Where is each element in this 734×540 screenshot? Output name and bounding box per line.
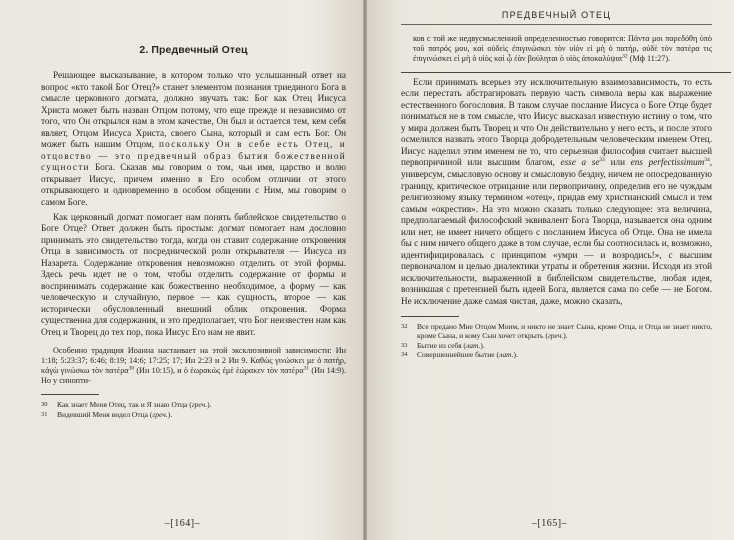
footnote-text: Как знает Меня Отец, так и Я знаю Отца (греч.).	[57, 400, 212, 410]
footnote-number: 33	[401, 341, 408, 349]
left-paragraph-2	[41, 212, 346, 339]
footnote-30	[41, 400, 346, 410]
right-page	[365, 0, 734, 540]
note-text: (Ин 10:15), и ὁ ἑωρακὼς ἐμὲ ἑώρακεν τὸν πατέρα	[134, 365, 304, 375]
paragraph-run-italic: ens perfectissimum	[630, 157, 705, 168]
paragraph-run: Как церковный догмат помогает нам понять библейское свидетельство о Боге Отце? Ответ должен быть простым: догмат помогает нам дословно принимать это свидетельство тогда, когда он ставит содержание откровения Отца в зависимость от посреднической роли открывателя — Иисуса из Назарета. Содержание откровения невозможно отделить от этой формы. Здесь речь идет не о том, чтобы отделить содержание от формы и воспринимать содержание как божественно необходимое, а форму — как человеческую и случайную, первое — как сущность, второе — как исторически обусловленный внешний облик откровения. Форма существенна для содержания, и это предполагает, что Бог неизвестен нам как Отец и Творец до тех пор, пока Иисус Его нам не явит.	[41, 211, 346, 338]
footnote-number: 31	[41, 410, 48, 418]
left-paragraph-1	[41, 70, 346, 209]
footnote-number: 30	[41, 401, 48, 409]
page-number-right: –[165]–	[531, 518, 568, 529]
footnote-ref: 34	[704, 157, 710, 164]
paragraph-run: Бога. Сказав мы говорим о том, чьи имя, царство и волю открывает Иисус, причем именно в Его особом отличии от этого открывающего и одновременно в особом общении с Ним, мы говорим о самом Боге.	[41, 162, 346, 208]
footnote-31	[41, 410, 346, 420]
left-note-block	[41, 346, 346, 387]
chapter-title: 2. Предвечный Отец	[139, 44, 248, 56]
footnote-text: Совершеннейшее бытие (лат.).	[417, 350, 518, 360]
note-text: ков с той же недвусмысленной определенностью говорится: Πάντα μοι παρεδόθη ὑπὸ τοῦ πατρός μου, καὶ οὐδεὶς ἐπιγινώσκει τὸν υἱὸν εἰ μὴ ὁ πατήρ, οὐδὲ τὸν πατέρα τις ἐπιγινώσκει εἰ μὴ ὁ υἱὸς καὶ ᾧ ἐὰν βούληται ὁ υἱὸς ἀποκαλύψαι	[413, 34, 712, 64]
footnote-33	[401, 341, 712, 351]
note-text: (Ин 14:9). Но у синопти-	[41, 365, 346, 386]
right-note-continuation	[401, 34, 712, 65]
paragraph-run-spaced: поскольку Он в себе есть Отец, и отцовство — это предвечный образ бытия божественной сущности	[41, 139, 346, 173]
running-head: ПРЕДВЕЧНЫЙ ОТЕЦ	[401, 10, 712, 25]
footnote-text: Видевший Меня видел Отца (греч.).	[57, 409, 173, 419]
footnote-number: 32	[401, 322, 408, 330]
footnote-ref: 33	[599, 157, 605, 164]
footnote-number: 34	[401, 351, 408, 359]
paragraph-run-italic: esse a se	[560, 157, 600, 168]
note-ref: 31	[303, 365, 310, 372]
footnote-rule	[401, 316, 459, 317]
footnote-rule	[41, 394, 99, 395]
note-ref: 32	[622, 53, 628, 60]
right-paragraph-1	[401, 77, 712, 308]
note-text: Особенно традиция Иоанна настаивает на этой эксклюзивной зависимости: Ин 1:18; 5:23:37; 6:46; 8:19; 14:6; 17:25; 17; Ин 2:23 и 2 Ин 9. Καθὼς γινώσκει με ὁ πατήρ, κἀγὼ γινώσκω τὸν πατέρα	[41, 345, 346, 375]
right-body-text	[401, 77, 712, 308]
footnote-text: Бытие из себя (лат.).	[417, 340, 485, 350]
note-text: (Мф 11:27).	[627, 54, 671, 64]
paragraph-run: или	[604, 157, 631, 168]
paragraph-run: Если принимать всерьез эту исключительную взаимозависимость, то есть если перестать абстрагировать первую часть символа веры как выражение естественного богословия. В таком случае послание Иисуса о Боге Отце будет пониматься не в том смысле, что Иисус высказал известную истину о том, что у мира должен быть Творец и что Он действительно у него есть, и после этого осмелился назвать этого Творца добродетельным человеческим именем Отец. Иисус наделил этим именем не то, что серьезная философия считает высшей первопричиной или высшим благом,	[401, 76, 712, 168]
footnote-32	[401, 322, 712, 341]
paragraph-run: , универсум, смысловую основу и смысловую бездну, ничем не опосредованную границу, критическое отрицание или первопричину, определив его не чуждым религиозному языку термином «отец», придав ему христианский смысл и тем самым «окрестив». На это можно сказать только следующее: эта величина, предполагаемый философский эквивалент Бога Творца, называется она одним или нет, не имеет ничего общего с посланием Иисуса об Отце. Она не имела бы с ним ничего общего даже в том случае, если бы соотносилась и, возможно, идентифицировалась с принципом «умри — и возродись!», с высшим первоначалом и целью диалектики утраты и обретения жизни. Исходя из этой исключительности, выраженной в библейском свидетельстве, любая идея, возникшая с претензией быть идеей Бога, является сама по себе — не Богом. Не исключение даже самая чистая, даже, можно сказать,	[401, 157, 713, 306]
book-gutter	[363, 0, 367, 540]
left-body-text	[41, 70, 346, 339]
note-rule	[401, 72, 731, 73]
left-page	[0, 0, 365, 540]
footnote-text: Все предано Мне Отцом Моим, и никто не знает Сына, кроме Отца, и Отца не знает никто, кроме Сына, и кому Сын хочет открыть (греч.).	[417, 321, 712, 341]
paragraph-run: Решающее высказывание, в котором только что услышанный ответ на вопрос «кто такой Бог Отец?» станет элементом познания триединого Бога в смысле церковного догмата, должно звучать так: Бог как Отец Иисуса Христа может быть назван Отцом потому, что еще прежде и независимо от того, что Он открылся нам в этом качестве, Он был и остается тем, кем себя являет, Отцом Иисуса Христа, своего Сына, который и сам есть Бог. Он может быть нашим Отцом,	[41, 70, 346, 150]
footnote-34	[401, 350, 712, 360]
page-number-left: –[164]–	[164, 518, 201, 529]
note-ref: 30	[128, 365, 135, 372]
